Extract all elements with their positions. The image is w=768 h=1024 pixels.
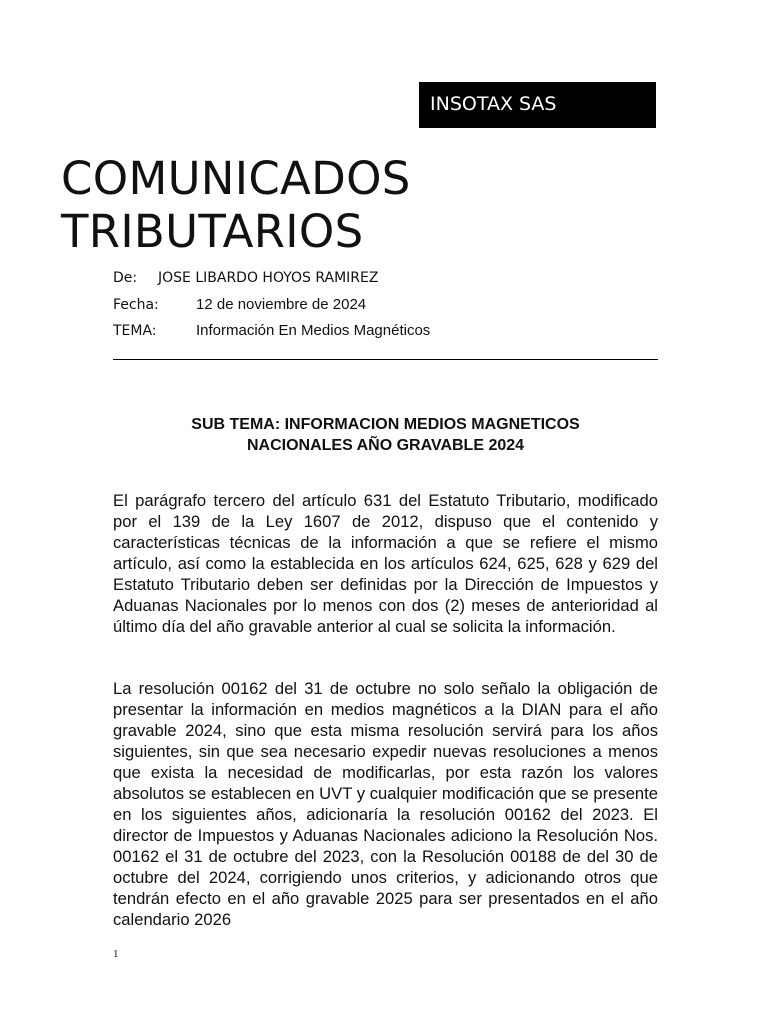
header-divider: [113, 359, 658, 360]
topic-label: TEMA:: [113, 323, 157, 339]
topic-value: Información En Medios Magnéticos: [196, 322, 431, 339]
body-paragraph: La resolución 00162 del 31 de octubre no solo señalo la obligación de presentar la información en medios magnéticos a la DIAN para el año gravable 2024, sino que esta misma resolución servirá para los años siguientes, sin que sea necesario expedir nuevas resoluciones a menos que exista la necesidad de modificarlas, por esta razón los valores absolutos se establecen en UVT y cualquier modificación que se presente en los siguientes años, adicionaría la resolución 00162 del 2023. El director de Impuestos y Aduanas Nacionales adiciono la Resolución Nos. 00162 el 31 de octubre del 2023, con la Resolución 00188 de del 30 de octubre del 2024, corrigiendo unos criterios, y adicionando otros que tendrán efecto en el año gravable 2025 para ser presentados en el año calendario 2026: [113, 679, 658, 929]
from-label: De:: [113, 270, 138, 286]
subtopic-line-1: SUB TEMA: INFORMACION MEDIOS MAGNETICOS: [191, 416, 580, 433]
company-banner: [419, 82, 656, 128]
document-title-line-2: TRIBUTARIOS: [61, 205, 364, 258]
memo-from-row: [113, 269, 378, 287]
company-name: INSOTAX SAS: [430, 93, 557, 115]
document-title: [61, 152, 411, 258]
date-label: Fecha:: [113, 297, 159, 313]
from-value: JOSE LIBARDO HOYOS RAMIREZ: [158, 270, 379, 286]
document-title-line-1: COMUNICADOS: [61, 152, 411, 205]
subtopic-heading: [113, 414, 658, 456]
body-paragraph: El parágrafo tercero del artículo 631 del Estatuto Tributario, modificado por el 139 de la Ley 1607 de 2012, dispuso que el contenido y características técnicas de la información a que se refiere el mismo artículo, así como la establecida en los artículos 624, 625, 628 y 629 del Estatuto Tributario deben ser definidas por la Dirección de Impuestos y Aduanas Nacionales por lo menos con dos (2) meses de anterioridad al último día del año gravable anterior al cual se solicita la información.: [113, 491, 658, 636]
date-value: 12 de noviembre de 2024: [196, 296, 367, 313]
memo-topic-row: [113, 322, 430, 340]
subtopic-line-2: NACIONALES AÑO GRAVABLE 2024: [246, 437, 525, 454]
page-number: 1: [113, 948, 119, 960]
memo-date-row: [113, 296, 366, 314]
